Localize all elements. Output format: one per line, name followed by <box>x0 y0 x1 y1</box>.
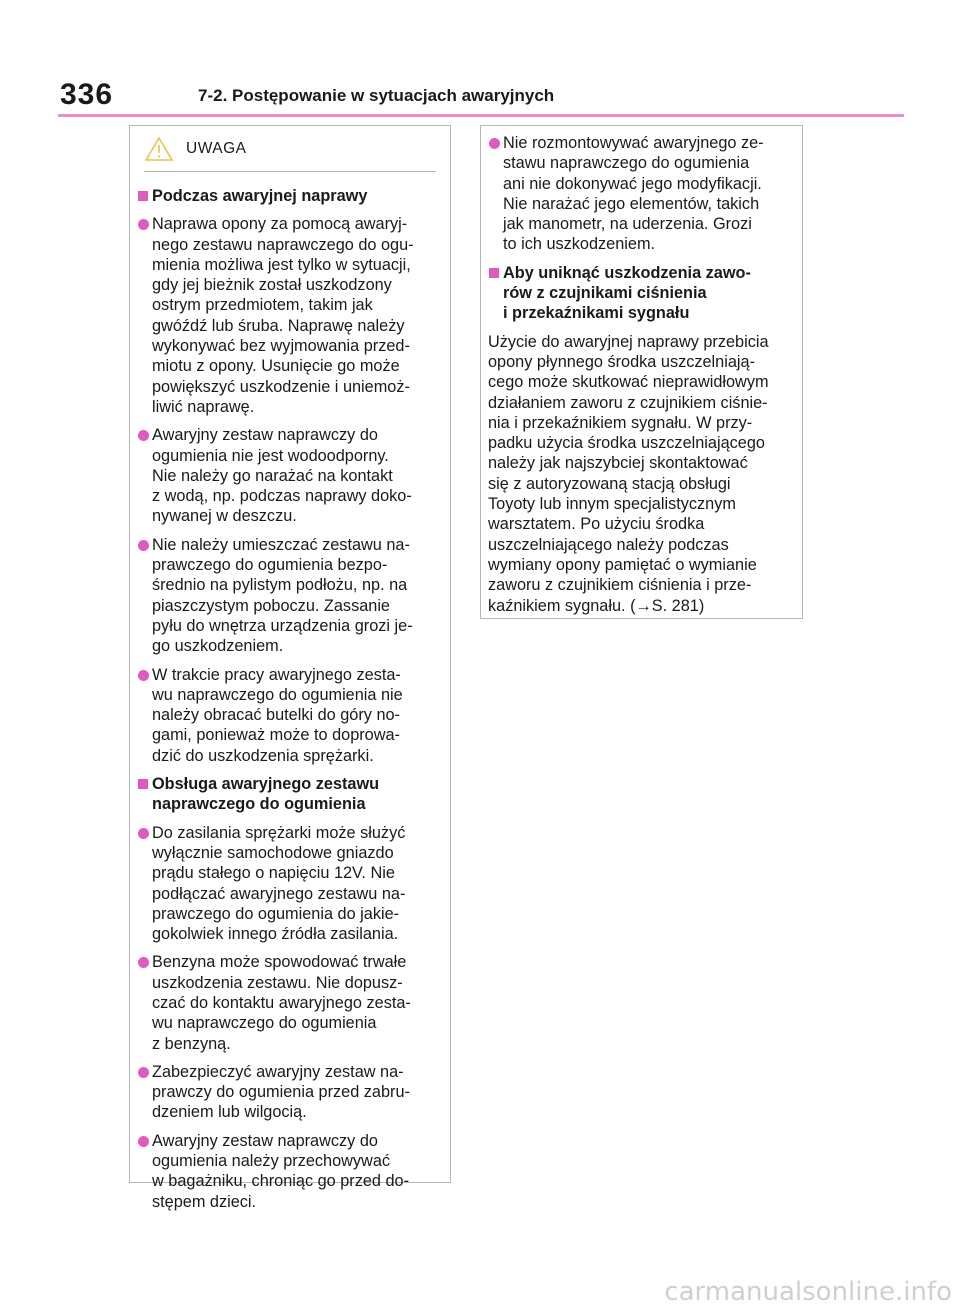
round-bullet-icon <box>138 540 149 551</box>
round-bullet-icon <box>138 219 149 230</box>
subheading-emergency-repair: Podczas awaryjnej naprawy <box>137 186 443 206</box>
page-header <box>58 74 904 118</box>
square-bullet-icon <box>489 268 499 278</box>
left-content <box>130 172 450 1212</box>
warning-label: UWAGA <box>186 139 247 157</box>
warning-box-left <box>129 125 451 1211</box>
right-content <box>481 126 802 616</box>
round-bullet-icon <box>138 828 149 839</box>
list-item: Awaryjny zestaw naprawczy do ogumienia nie jest wodoodporny. Nie należy go narażać na kontakt z wodą, np. podczas naprawy doko- nywanej w deszczu. <box>137 425 443 526</box>
list-item: Zabezpieczyć awaryjny zestaw na- prawczy do ogumienia przed zabru- dzeniem lub wilgocią. <box>137 1062 443 1123</box>
round-bullet-icon <box>138 1067 149 1078</box>
warning-triangle-icon <box>144 136 174 162</box>
list-item: Awaryjny zestaw naprawczy do ogumienia należy przechowywać w bagażniku, chroniąc go przed do- stępem dzieci. <box>137 1131 443 1212</box>
page-number: 336 <box>60 78 114 111</box>
round-bullet-icon <box>138 957 149 968</box>
square-bullet-icon <box>138 191 148 201</box>
warning-box-title <box>144 126 450 171</box>
square-bullet-icon <box>138 779 148 789</box>
round-bullet-icon <box>138 1136 149 1147</box>
section-title: 7-2. Postępowanie w sytuacjach awaryjnych <box>198 86 555 105</box>
round-bullet-icon <box>138 430 149 441</box>
list-item: W trakcie pracy awaryjnego zesta- wu naprawczego do ogumienia nie należy obracać butelki do góry no- gami, ponieważ może to doprowa- dzić do uszkodzenia sprężarki. <box>137 665 443 766</box>
list-item: Naprawa opony za pomocą awaryj- nego zestawu naprawczego do ogu- mienia możliwa jest tylko w sytuacji, gdy jej bieżnik został uszkodzony ostrym przedmiotem, takim jak gwóźdź lub śruba. Naprawę należy wykonywać bez wyjmowania przed- miotu z opony. Usunięcie go może powiększyć uszkodzenie i uniemoż- liwić naprawę. <box>137 214 443 417</box>
list-item: Nie rozmontowywać awaryjnego ze- stawu naprawczego do ogumienia ani nie dokonywać jego modyfikacji. Nie narażać jego elementów, takich jak manometr, na uderzenia. Grozi to ich uszkodzeniem. <box>488 133 795 255</box>
list-item: Benzyna może spowodować trwałe uszkodzenia zestawu. Nie dopusz- czać do kontaktu awaryjnego zesta- wu naprawczego do ogumienia z benzyną. <box>137 952 443 1053</box>
footer-watermark: carmanualsonline.info <box>664 1277 952 1307</box>
round-bullet-icon <box>138 670 149 681</box>
list-item: Nie należy umieszczać zestawu na- prawczego do ogumienia bezpo- średnio na pylistym podłożu, np. na piaszczystym poboczu. Zassanie pyłu do wnętrza urządzenia grozi je- go uszkodzeniem. <box>137 535 443 657</box>
list-item: Do zasilania sprężarki może służyć wyłącznie samochodowe gniazdo prądu stałego o napięciu 12V. Nie podłączać awaryjnego zestawu na- prawczego do ogumienia do jakie- gokolwiek innego źródła zasilania. <box>137 823 443 945</box>
warning-box-right <box>480 125 803 619</box>
round-bullet-icon <box>489 138 500 149</box>
subheading-sensor-damage: Aby uniknąć uszkodzenia zawo- rów z czujnikami ciśnienia i przekaźnikami sygnału <box>488 263 795 324</box>
paragraph: Użycie do awaryjnej naprawy przebicia opony płynnego środka uszczelniają- cego może skutkować nieprawidłowym działaniem zaworu z czujnikiem ciśnie- nia i przekaźnikiem sygnału. W przy- padku użycia środka uszczelniającego należy jak najszybciej skontaktować się z autoryzowaną stacją obsługi Toyoty lub innym specjalistycznym warsztatem. Po użyciu środka uszczelniającego należy podczas wymiany opony pamiętać o wymianie zaworu z czujnikiem ciśnienia i prze- kaźnikiem sygnału. (→S. 281) <box>488 332 769 615</box>
subheading-kit-operation: Obsługa awaryjnego zestawu naprawczego do ogumienia <box>137 774 443 815</box>
header-rule <box>58 114 904 117</box>
